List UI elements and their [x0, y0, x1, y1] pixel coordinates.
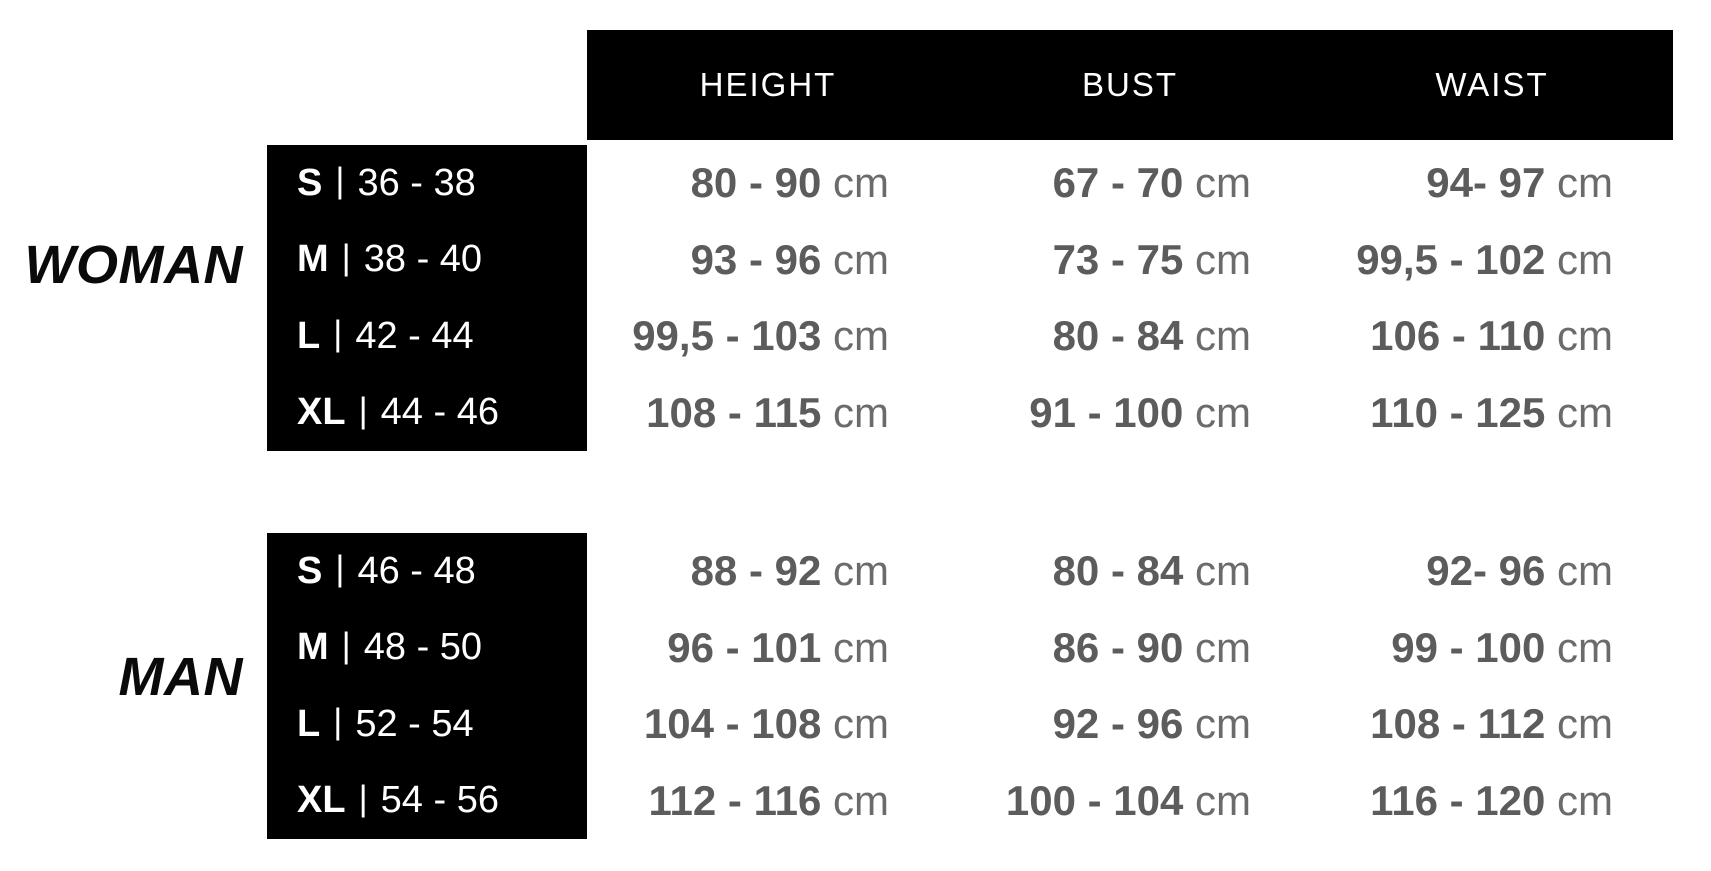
waist-value-cell: [1311, 777, 1673, 825]
bust-value-cell: [949, 159, 1311, 207]
value-unit: cm: [1545, 547, 1613, 595]
size-letter: M: [297, 626, 329, 669]
size-letter: XL: [297, 391, 346, 434]
value-unit: cm: [821, 159, 889, 207]
value-row: [587, 700, 1673, 748]
waist-value-cell: [1311, 624, 1673, 672]
waist-value-cell: [1311, 389, 1673, 437]
waist-value-cell: [1311, 159, 1673, 207]
size-separator: |: [358, 778, 368, 818]
value-unit: cm: [1183, 312, 1251, 360]
size-row: [297, 547, 587, 595]
waist-value-cell: [1311, 547, 1673, 595]
value-number: 104 - 108: [643, 700, 822, 748]
height-value-cell: [587, 236, 949, 284]
value-row: [587, 624, 1673, 672]
size-row: [297, 236, 587, 284]
size-range: 46 - 48: [357, 549, 476, 592]
size-separator: |: [341, 237, 351, 277]
size-box-man: [267, 533, 587, 839]
value-unit: cm: [1183, 159, 1251, 207]
value-unit: cm: [1545, 159, 1613, 207]
value-number: 67 - 70: [1052, 159, 1184, 207]
value-number: 116 - 120: [1370, 776, 1546, 824]
value-unit: cm: [1183, 235, 1251, 283]
height-value-cell: [587, 777, 949, 825]
size-range: 42 - 44: [355, 314, 474, 357]
size-row: [297, 624, 587, 672]
size-range: 44 - 46: [380, 391, 499, 434]
size-row: [297, 777, 587, 825]
height-value-cell: [587, 700, 949, 748]
value-unit: cm: [1183, 547, 1251, 595]
value-number: 88 - 92: [690, 547, 822, 595]
value-unit: cm: [1545, 776, 1613, 824]
size-letter: L: [297, 702, 321, 745]
height-value-cell: [587, 312, 949, 360]
value-unit: cm: [1183, 388, 1251, 436]
value-unit: cm: [1545, 623, 1613, 671]
value-unit: cm: [821, 547, 889, 595]
value-row: [587, 312, 1673, 360]
value-number: 112 - 116: [648, 776, 822, 824]
value-number: 92- 96: [1426, 547, 1546, 595]
value-number: 94- 97: [1426, 159, 1546, 207]
value-number: 99 - 100: [1391, 623, 1546, 671]
waist-value-cell: [1311, 312, 1673, 360]
value-unit: cm: [1545, 700, 1613, 748]
value-number: 73 - 75: [1052, 235, 1184, 283]
size-letter: S: [297, 161, 323, 204]
section-label-man: MAN: [118, 647, 243, 707]
value-number: 93 - 96: [690, 235, 822, 283]
values-grid-woman: [587, 145, 1673, 451]
bust-value-cell: [949, 624, 1311, 672]
value-number: 80 - 84: [1052, 547, 1184, 595]
value-unit: cm: [821, 776, 889, 824]
value-number: 80 - 90: [690, 159, 822, 207]
bust-value-cell: [949, 547, 1311, 595]
bust-value-cell: [949, 700, 1311, 748]
value-number: 110 - 125: [1370, 388, 1546, 436]
size-range: 36 - 38: [357, 161, 476, 204]
size-range: 38 - 40: [363, 238, 483, 281]
height-value-cell: [587, 624, 949, 672]
size-separator: |: [333, 702, 343, 742]
value-unit: cm: [821, 235, 889, 283]
value-number: 91 - 100: [1029, 388, 1184, 436]
value-unit: cm: [1183, 623, 1251, 671]
bust-value-cell: [949, 312, 1311, 360]
height-value-cell: [587, 159, 949, 207]
value-unit: cm: [1183, 776, 1251, 824]
value-unit: cm: [821, 312, 889, 360]
size-row: [297, 312, 587, 360]
value-row: [587, 547, 1673, 595]
values-grid-man: [587, 533, 1673, 839]
value-number: 100 - 104: [1005, 776, 1184, 824]
column-header-waist: WAIST: [1435, 66, 1549, 103]
size-letter: S: [297, 549, 323, 592]
size-range: 48 - 50: [363, 626, 483, 669]
size-row: [297, 159, 587, 207]
waist-value-cell: [1311, 236, 1673, 284]
value-unit: cm: [1183, 700, 1251, 748]
value-row: [587, 236, 1673, 284]
value-row: [587, 777, 1673, 825]
height-value-cell: [587, 547, 949, 595]
value-number: 108 - 115: [646, 388, 822, 436]
value-unit: cm: [821, 700, 889, 748]
value-number: 86 - 90: [1052, 623, 1184, 671]
column-header-height: HEIGHT: [699, 66, 837, 103]
value-unit: cm: [821, 623, 889, 671]
value-number: 99,5 - 103: [632, 312, 822, 360]
value-unit: cm: [1545, 235, 1613, 283]
value-row: [587, 159, 1673, 207]
value-number: 108 - 112: [1370, 700, 1546, 748]
section-label-woman: WOMAN: [24, 235, 243, 295]
size-separator: |: [335, 549, 345, 589]
size-separator: |: [333, 314, 343, 354]
bust-value-cell: [949, 389, 1311, 437]
table-header-bar: [587, 30, 1673, 140]
value-unit: cm: [821, 388, 889, 436]
size-separator: |: [341, 625, 351, 665]
size-separator: |: [358, 390, 368, 430]
value-number: 80 - 84: [1052, 312, 1184, 360]
value-number: 106 - 110: [1370, 312, 1546, 360]
size-range: 54 - 56: [380, 779, 499, 822]
value-unit: cm: [1545, 312, 1613, 360]
waist-value-cell: [1311, 700, 1673, 748]
size-letter: L: [297, 314, 321, 357]
size-box-woman: [267, 145, 587, 451]
size-range: 52 - 54: [355, 702, 474, 745]
value-row: [587, 389, 1673, 437]
size-row: [297, 700, 587, 748]
value-number: 92 - 96: [1052, 700, 1184, 748]
value-number: 96 - 101: [667, 623, 822, 671]
value-unit: cm: [1545, 388, 1613, 436]
size-letter: M: [297, 238, 329, 281]
size-letter: XL: [297, 779, 346, 822]
size-separator: |: [335, 161, 345, 201]
value-number: 99,5 - 102: [1356, 235, 1546, 283]
bust-value-cell: [949, 236, 1311, 284]
height-value-cell: [587, 389, 949, 437]
bust-value-cell: [949, 777, 1311, 825]
column-header-bust: BUST: [1081, 66, 1178, 103]
size-row: [297, 389, 587, 437]
